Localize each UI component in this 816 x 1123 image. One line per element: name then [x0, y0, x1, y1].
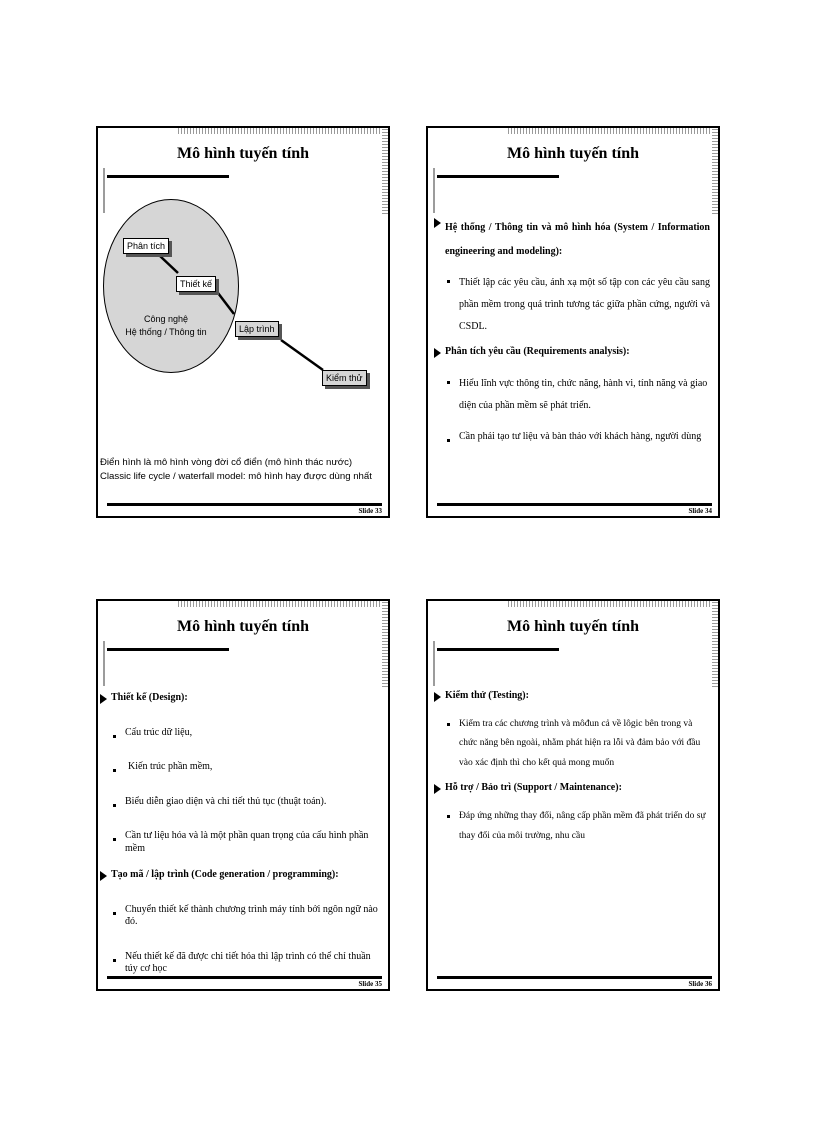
bullet-item: Cần tư liệu hóa và là một phần quan trọng của cấu hình phần mềm	[100, 830, 380, 855]
bullet-item: Cấu trúc dữ liệu,	[100, 727, 380, 740]
bullet-item: Kiểm tra các chương trình và môđun cả về lôgic bên trong và chức năng bên ngoài, nhằm phát hiện ra lỗi và đảm bảo với đầu vào xác định thì cho kết quả mong muốn	[434, 715, 710, 775]
slide-title: Mô hình tuyến tính	[506, 618, 640, 635]
slide-number: Slide 36	[688, 980, 712, 988]
slide-35	[96, 599, 390, 991]
slide-content	[434, 690, 710, 847]
decorative-line	[433, 641, 435, 686]
bottom-bar	[437, 976, 712, 979]
title-underline	[437, 648, 559, 651]
heading-system-engineering: Hệ thống / Thông tin và mô hình hóa (System / Information engineering and modeling):	[434, 216, 710, 264]
bullet-item: Hiểu lĩnh vực thông tin, chức năng, hành vi, tính năng và giao diện của phần mềm sẽ phát triển.	[434, 373, 710, 417]
slide-title: Mô hình tuyến tính	[176, 618, 310, 635]
slide-caption: Điển hình là mô hình vòng đời cổ điển (mô hình thác nước) Classic life cycle / waterfall model: mô hình hay được dùng nhất	[100, 457, 372, 482]
box-kiem-thu: Kiểm thử	[322, 370, 367, 386]
decorative-hatch	[382, 601, 388, 687]
bottom-bar	[107, 503, 382, 506]
bottom-bar	[107, 976, 382, 979]
title-underline	[437, 175, 559, 178]
decorative-hatch	[508, 601, 718, 607]
slide-number: Slide 33	[358, 507, 382, 515]
decorative-hatch	[712, 601, 718, 687]
decorative-hatch	[178, 601, 388, 607]
heading-support: Hỗ trợ / Bảo trì (Support / Maintenance):	[434, 782, 710, 795]
bullet-item: Kiến trúc phần mềm,	[100, 761, 380, 774]
bullet-item: Nếu thiết kế đã được chi tiết hóa thì lập trình có thể chỉ thuần túy cơ học	[100, 951, 380, 976]
circle-label-line2: Hệ thống / Thông tin	[125, 327, 207, 337]
bottom-bar	[437, 503, 712, 506]
slide-content	[434, 216, 710, 443]
heading-code-generation: Tạo mã / lập trình (Code generation / programming):	[100, 869, 380, 882]
decorative-hatch	[712, 128, 718, 214]
slide-34	[426, 126, 720, 518]
slide-33	[96, 126, 390, 518]
circle-label-line1: Công nghệ	[143, 314, 189, 324]
bullet-item: Cần phải tạo tư liệu và bàn thảo với khách hàng, người dùng	[434, 431, 710, 444]
heading-design: Thiết kế (Design):	[100, 692, 380, 705]
decorative-hatch	[508, 128, 718, 134]
bullet-item: Đáp ứng những thay đổi, nâng cấp phần mềm đã phát triển do sự thay đổi của môi trường, nhu cầu	[434, 807, 710, 847]
bullet-item: Biểu diễn giao diện và chi tiết thủ tục (thuật toán).	[100, 796, 380, 809]
slide-number: Slide 35	[358, 980, 382, 988]
title-underline	[107, 648, 229, 651]
box-lap-trinh: Lập trình	[235, 321, 279, 337]
box-thiet-ke: Thiết kế	[176, 276, 216, 292]
bullet-item: Chuyển thiết kế thành chương trình máy tính bởi ngôn ngữ nào đó.	[100, 904, 380, 929]
slide-number: Slide 34	[688, 507, 712, 515]
box-phan-tich: Phân tích	[123, 238, 169, 254]
decorative-line	[103, 641, 105, 686]
slide-title: Mô hình tuyến tính	[506, 145, 640, 162]
slide-content	[100, 692, 380, 976]
slide-title: Mô hình tuyến tính	[176, 145, 310, 162]
heading-requirements: Phân tích yêu cầu (Requirements analysis):	[434, 346, 710, 359]
slide-36	[426, 599, 720, 991]
bullet-item: Thiết lập các yêu cầu, ánh xạ một số tập con các yêu cầu sang phần mềm trong quá trình tương tác giữa phần cứng, người và CSDL.	[434, 272, 710, 338]
decorative-line	[433, 168, 435, 213]
heading-testing: Kiểm thử (Testing):	[434, 690, 710, 703]
